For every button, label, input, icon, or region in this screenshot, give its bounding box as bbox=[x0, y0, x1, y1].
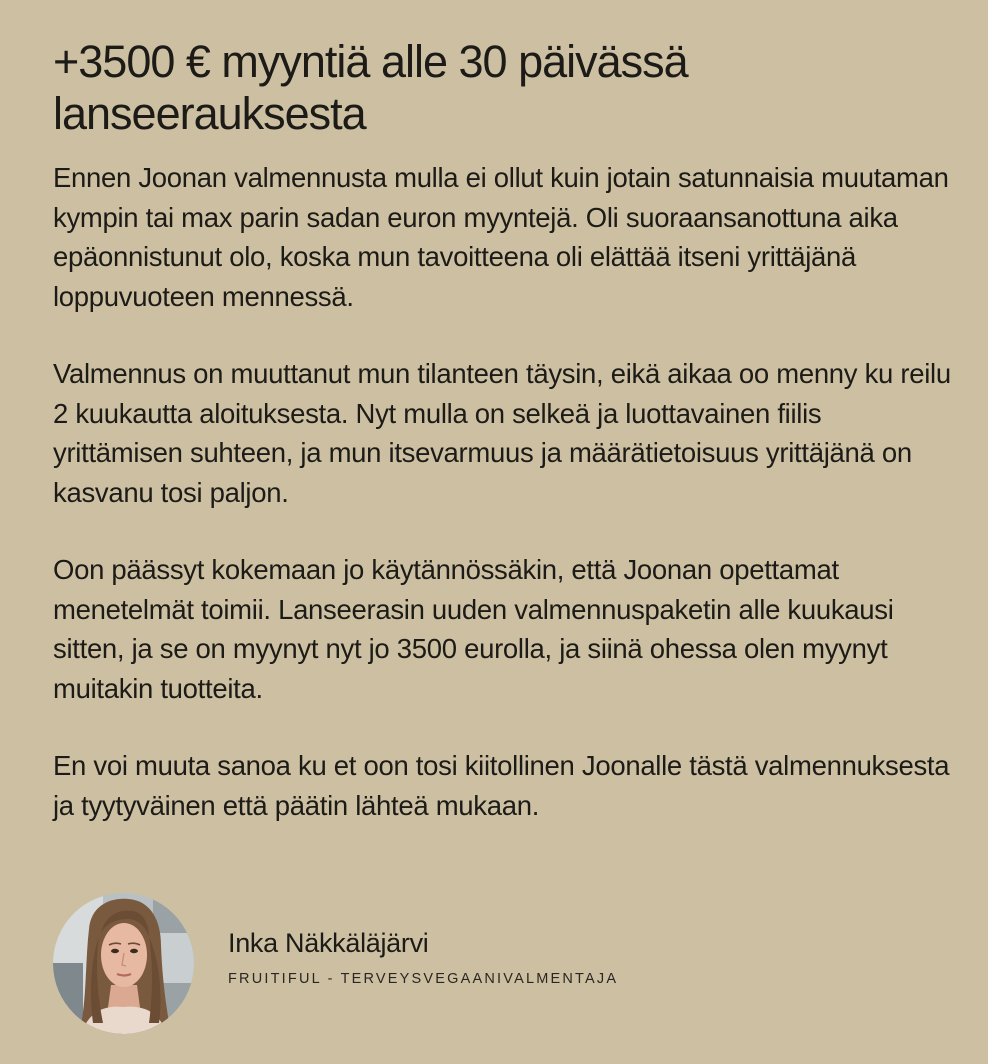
testimonial-paragraph-2: Valmennus on muuttanut mun tilanteen täysin, eikä aikaa oo menny ku reilu 2 kuukautta aloituksesta. Nyt mulla on selkeä ja luottavainen fiilis yrittämisen suhteen, ja mun itsevarmuus ja määrätietoisuus yrittäjänä on kasvanu tosi paljon. bbox=[53, 358, 951, 508]
author-block bbox=[53, 893, 618, 1034]
headline-line-1: +3500 € myyntiä alle 30 päivässä bbox=[53, 36, 688, 87]
avatar-portrait bbox=[53, 893, 194, 1034]
avatar bbox=[53, 893, 194, 1034]
author-info bbox=[228, 926, 618, 987]
author-title: FRUITIFUL - TERVEYSVEGAANIVALMENTAJA bbox=[228, 971, 619, 987]
testimonial-body bbox=[53, 158, 958, 825]
author-name: Inka Näkkäläjärvi bbox=[228, 928, 429, 958]
testimonial-paragraph-4: En voi muuta sanoa ku et oon tosi kiitollinen Joonalle tästä valmennuksesta ja tyytyväinen että päätin lähteä mukaan. bbox=[53, 750, 950, 821]
testimonial-paragraph-1: Ennen Joonan valmennusta mulla ei ollut kuin jotain satunnaisia muutaman kympin tai max parin sadan euron myyntejä. Oli suoraansanottuna aika epäonnistunut olo, koska mun tavoitteena oli elättää itseni yrittäjänä loppuvuoteen mennessä. bbox=[53, 162, 949, 312]
testimonial-headline bbox=[53, 36, 913, 140]
headline-line-2: lanseerauksesta bbox=[53, 88, 366, 139]
testimonial-paragraph-3: Oon päässyt kokemaan jo käytännössäkin, että Joonan opettamat menetelmät toimii. Lanseerasin uuden valmennuspaketin alle kuukausi sitten, ja se on myynyt nyt jo 3500 eurolla, ja siinä ohessa olen myynyt muitakin tuotteita. bbox=[53, 554, 894, 704]
